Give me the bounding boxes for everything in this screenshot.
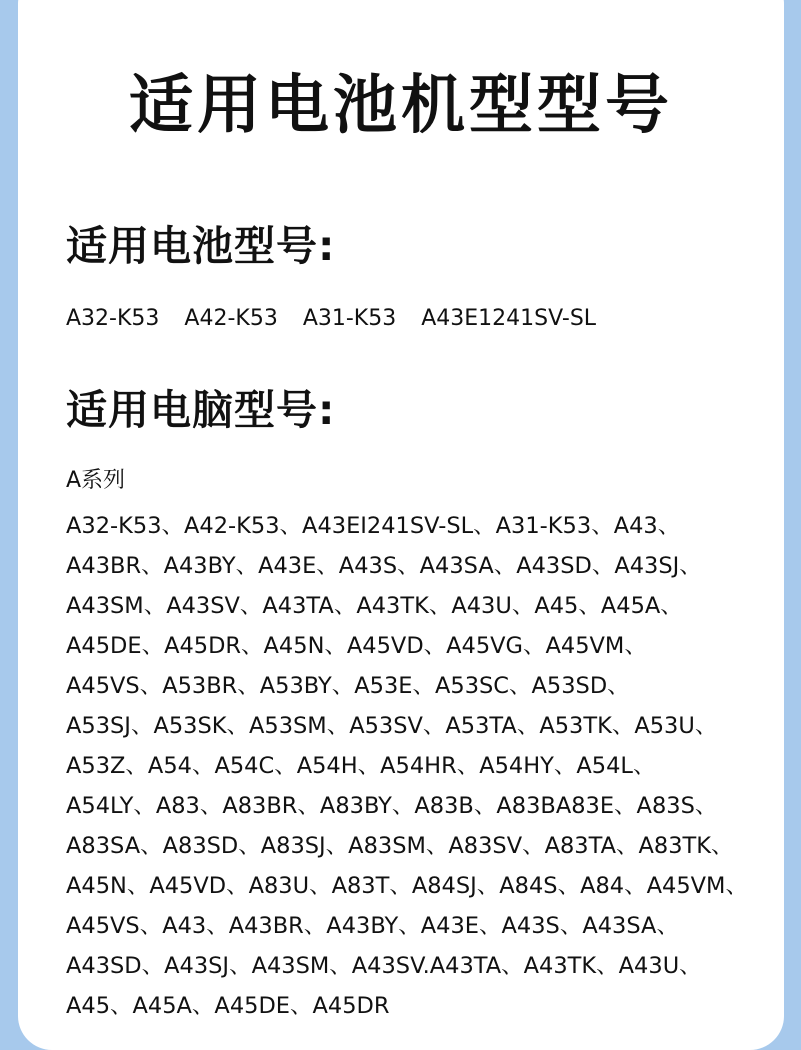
- laptop-model-list: [66, 506, 748, 1026]
- model-list-line: A45VS、A53BR、A53BY、A53E、A53SC、A53SD、: [66, 673, 630, 699]
- battery-model: A42-K53: [184, 306, 278, 331]
- model-list-line: A45DE、A45DR、A45N、A45VD、A45VG、A45VM、: [66, 633, 647, 659]
- battery-model-list: [66, 304, 614, 334]
- battery-model: A31-K53: [302, 306, 397, 331]
- content-card: [18, 0, 784, 1050]
- page-title: 适用电池机型型号: [129, 69, 673, 143]
- model-list-line: A43BR、A43BY、A43E、A43S、A43SA、A43SD、A43SJ、: [66, 553, 702, 579]
- model-list-line: A53SJ、A53SK、A53SM、A53SV、A53TA、A53TK、A53U、: [66, 713, 718, 739]
- model-list-line: A43SM、A43SV、A43TA、A43TK、A43U、A45、A45A、: [66, 593, 683, 619]
- model-list-line: A43SD、A43SJ、A43SM、A43SV.A43TA、A43TK、A43U、: [66, 953, 702, 979]
- model-list-line: A45VS、A43、A43BR、A43BY、A43E、A43S、A43SA、: [66, 913, 679, 939]
- model-list-line: A45N、A45VD、A83U、A83T、A84SJ、A84S、A84、A45VM、: [66, 873, 748, 899]
- battery-models-heading: 适用电池型号:: [66, 222, 336, 270]
- model-list-line: A83SA、A83SD、A83SJ、A83SM、A83SV、A83TA、A83TK、: [66, 833, 734, 859]
- battery-model: A32-K53: [66, 306, 160, 331]
- laptop-models-heading: 适用电脑型号:: [66, 386, 336, 434]
- battery-model: A43E1241SV-SL: [421, 306, 597, 331]
- model-list-line: A32-K53、A42-K53、A43EI241SV-SL、A31-K53、A43、: [66, 513, 681, 539]
- model-list-line: A54LY、A83、A83BR、A83BY、A83B、A83BA83E、A83S、: [66, 793, 718, 819]
- model-list-line: A53Z、A54、A54C、A54H、A54HR、A54HY、A54L、: [66, 753, 656, 779]
- model-list-line: A45、A45A、A45DE、A45DR: [66, 993, 390, 1019]
- series-label: A系列: [66, 468, 126, 493]
